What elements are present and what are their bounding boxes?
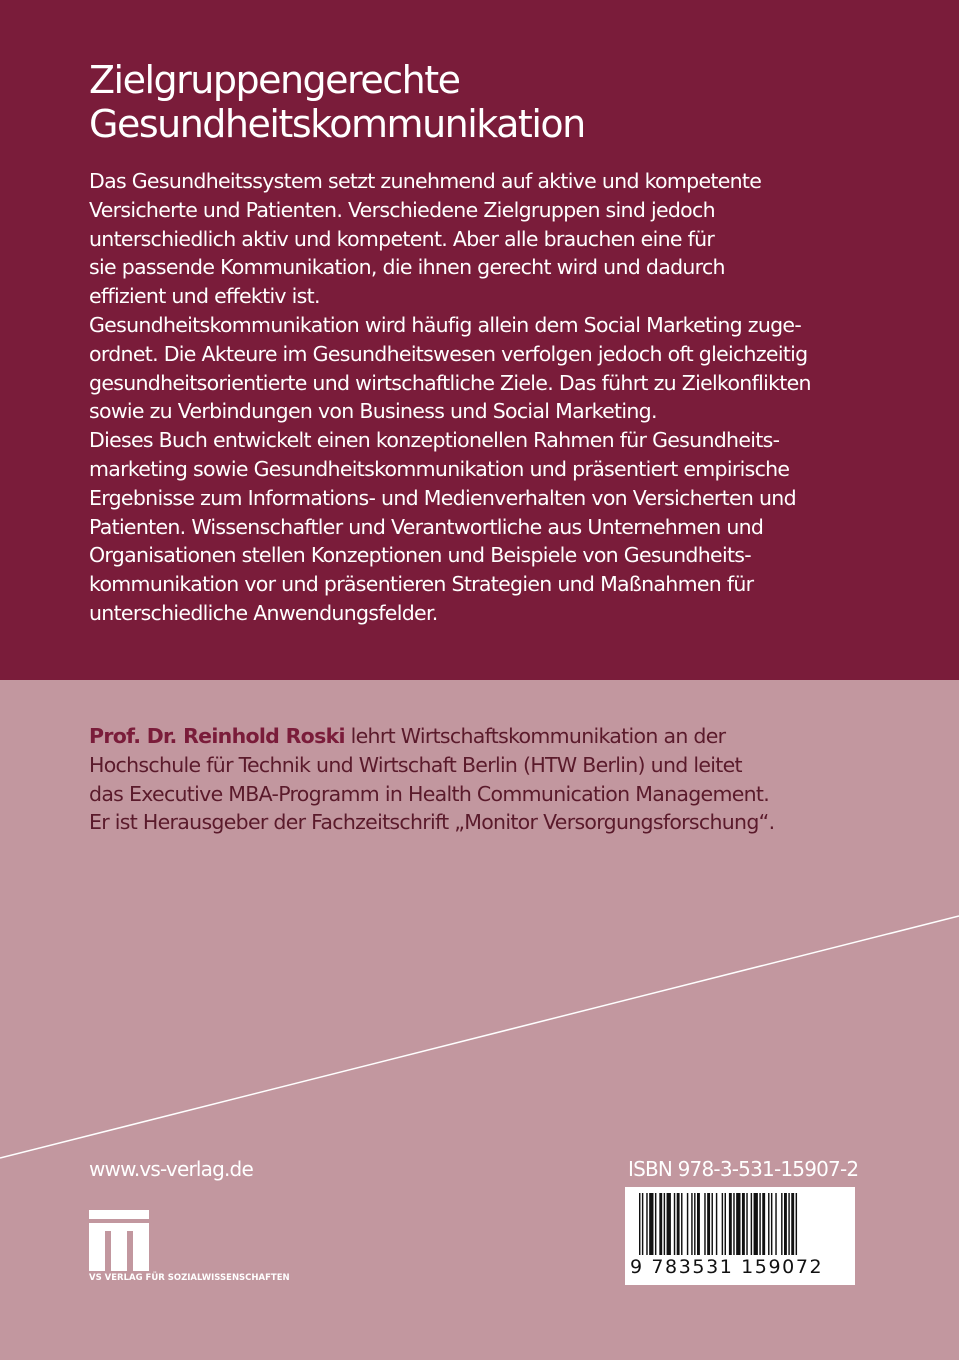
author-bio-text: lehrt Wirtschaftskommunikation an der	[344, 724, 726, 748]
description-line: Gesundheitskommunikation wird häufig allein dem Social Marketing zuge-	[89, 312, 802, 337]
barcode-bar	[677, 1193, 680, 1255]
barcode-bar	[788, 1193, 789, 1255]
author-bio-line: Hochschule für Technik und Wirtschaft Berlin (HTW Berlin) und leitet	[89, 752, 742, 777]
barcode-bar	[694, 1193, 695, 1255]
barcode-bar	[687, 1193, 688, 1255]
barcode-bar	[642, 1193, 643, 1255]
barcode-bar	[704, 1193, 705, 1255]
barcode-bar	[796, 1193, 797, 1255]
description-line: Organisationen stellen Konzeptionen und Beispiele von Gesundheits-	[89, 543, 751, 568]
description-line: Patienten. Wissenschaftler und Verantwortliche aus Unternehmen und	[89, 514, 764, 539]
barcode-bar	[649, 1193, 653, 1255]
barcode-digits: 9 783531 159072	[630, 1256, 852, 1278]
description-line: kommunikation vor und präsentieren Strategien und Maßnahmen für	[89, 572, 754, 597]
barcode-bar	[646, 1193, 647, 1255]
barcode-bar	[667, 1193, 671, 1255]
barcode-bar	[742, 1193, 745, 1255]
description-line: Versicherte und Patienten. Verschiedene Zielgruppen sind jedoch	[89, 197, 715, 222]
barcode-bar	[746, 1193, 747, 1255]
description-line: ordnet. Die Akteure im Gesundheitswesen verfolgen jedoch oft gleichzeitig	[89, 341, 808, 366]
barcode-bar	[781, 1193, 782, 1255]
barcode-bar	[639, 1193, 640, 1255]
description-line: marketing sowie Gesundheitskommunikation und präsentiert empirische	[89, 456, 790, 481]
barcode-bar	[655, 1193, 656, 1255]
barcode-bar	[674, 1193, 675, 1255]
barcode-bar	[681, 1193, 682, 1255]
description-line: Das Gesundheitssystem setzt zunehmend auf aktive und kompetente	[89, 169, 762, 193]
author-bio-line-1	[89, 722, 889, 751]
barcode-bar	[791, 1193, 794, 1255]
barcode-bar	[736, 1193, 740, 1255]
barcode-bar	[707, 1193, 710, 1255]
title-line-2: Gesundheitskommunikation	[89, 102, 585, 146]
isbn-text: ISBN 978-3-531-15907-2	[628, 1157, 859, 1181]
description-line: sowie zu Verbindungen von Business und Social Marketing.	[89, 399, 657, 424]
barcode-bar	[762, 1193, 765, 1255]
description-line: unterschiedlich aktiv und kompetent. Aber alle brauchen eine für	[89, 226, 715, 251]
barcode-bar	[691, 1193, 692, 1255]
barcode-bar	[712, 1193, 713, 1255]
description-line: gesundheitsorientierte und wirtschaftliche Ziele. Das führt zu Zielkonflikten	[89, 370, 811, 395]
barcode-bar	[771, 1193, 772, 1255]
description-line: unterschiedliche Anwendungsfelder.	[89, 600, 438, 625]
title-line-1: Zielgruppengerechte	[89, 58, 460, 102]
diagonal-line	[0, 916, 959, 1158]
author-bio-line: das Executive MBA-Programm in Health Communication Management.	[89, 781, 770, 806]
description-line: sie passende Kommunikation, die ihnen gerecht wird und dadurch	[89, 255, 725, 280]
barcode-bar	[733, 1193, 734, 1255]
barcode-bar	[768, 1193, 769, 1255]
barcode-bar	[775, 1193, 776, 1255]
author-name: Prof. Dr. Reinhold Roski	[89, 724, 345, 748]
author-bio-line: Er ist Herausgeber der Fachzeitschrift „Monitor Versorgungsforschung“.	[89, 810, 775, 835]
barcode-bar	[751, 1193, 752, 1255]
barcode-bar	[784, 1193, 787, 1255]
description-line: effizient und effektiv ist.	[89, 284, 320, 309]
barcode-bar	[754, 1193, 758, 1255]
barcode-bar	[725, 1193, 726, 1255]
barcode-bar	[722, 1193, 723, 1255]
publisher-url: www.vs-verlag.de	[89, 1157, 253, 1181]
barcode-bar	[659, 1193, 662, 1255]
description-line: Ergebnisse zum Informations- und Medienverhalten von Versicherten und	[89, 485, 796, 510]
barcode-bar	[664, 1193, 665, 1255]
barcode-bar	[759, 1193, 760, 1255]
description-line: Dieses Buch entwickelt einen konzeptionellen Rahmen für Gesundheits-	[89, 428, 780, 453]
barcode-bar	[716, 1193, 717, 1255]
barcode-bar	[729, 1193, 732, 1255]
barcode-bar	[697, 1193, 700, 1255]
publisher-name: VS VERLAG FÜR SOZIALWISSENSCHAFTEN	[89, 1273, 290, 1283]
author-bio	[89, 722, 889, 837]
